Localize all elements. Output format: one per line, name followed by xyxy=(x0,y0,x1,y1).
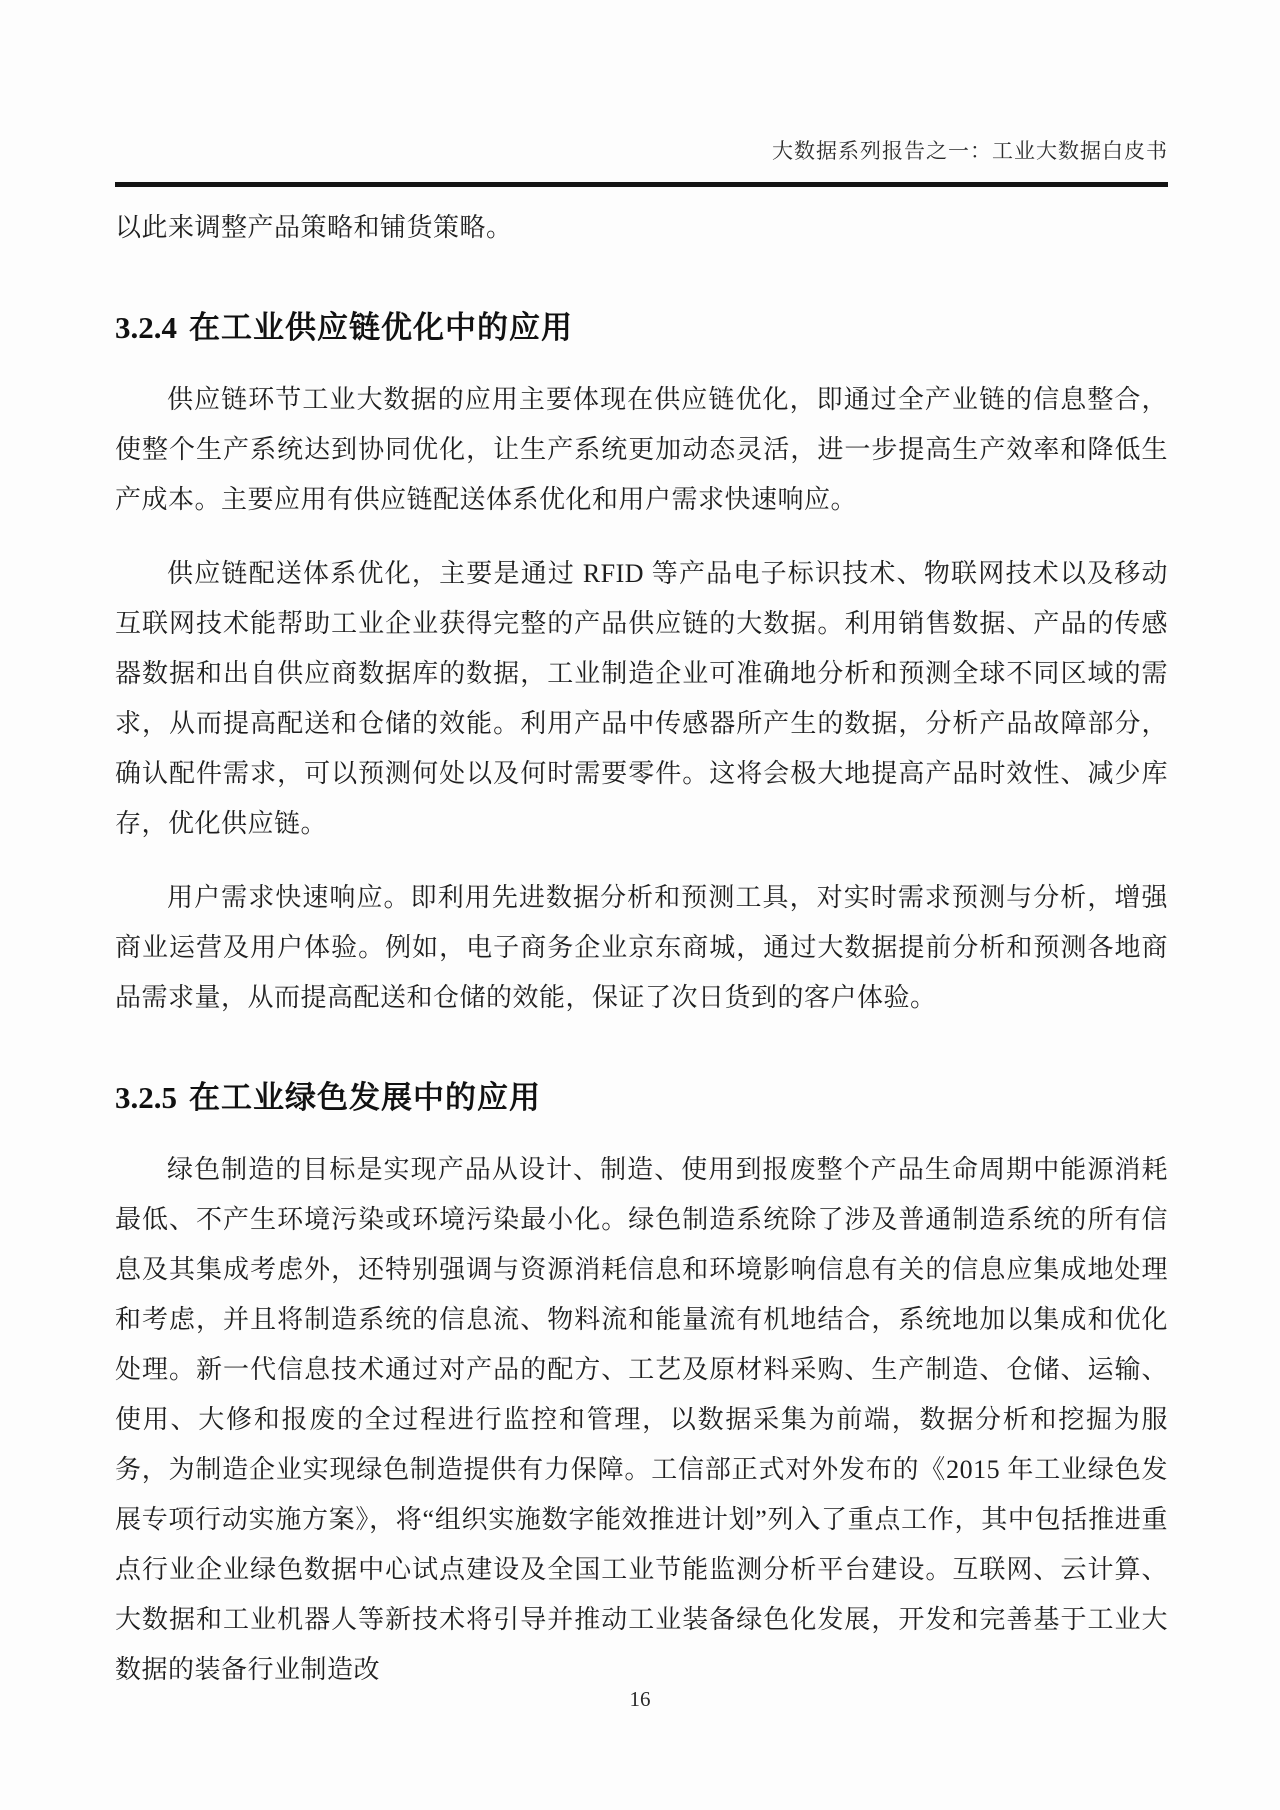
section-heading-3-2-5 xyxy=(115,1075,1168,1121)
paragraph: 绿色制造的目标是实现产品从设计、制造、使用到报废整个产品生命周期中能源消耗最低、不产生环境污染或环境污染最小化。绿色制造系统除了涉及普通制造系统的所有信息及其集成考虑外，还特别强调与资源消耗信息和环境影响信息有关的信息应集成地处理和考虑，并且将制造系统的信息流、物料流和能量流有机地结合，系统地加以集成和优化处理。新一代信息技术通过对产品的配方、工艺及原材料采购、生产制造、仓储、运输、使用、大修和报废的全过程进行监控和管理，以数据采集为前端，数据分析和挖掘为服务，为制造企业实现绿色制造提供有力保障。工信部正式对外发布的《2015 年工业绿色发展专项行动实施方案》，将“组织实施数字能效推进计划”列入了重点工作，其中包括推进重点行业企业绿色数据中心试点建设及全国工业节能监测分析平台建设。互联网、云计算、大数据和工业机器人等新技术将引导并推动工业装备绿色化发展，开发和完善基于工业大数据的装备行业制造改 xyxy=(115,1155,1168,1684)
page-footer xyxy=(0,1687,1280,1712)
paragraph: 供应链配送体系优化，主要是通过 RFID 等产品电子标识技术、物联网技术以及移动互联网技术能帮助工业企业获得完整的产品供应链的大数据。利用销售数据、产品的传感器数据和出自供应商数据库的数据，工业制造企业可准确地分析和预测全球不同区域的需求，从而提高配送和仓储的效能。利用产品中传感器所产生的数据，分析产品故障部分，确认配件需求，可以预测何处以及何时需要零件。这将会极大地提高产品时效性、减少库存，优化供应链。 xyxy=(115,559,1168,838)
header-rule xyxy=(115,182,1168,187)
paragraph: 供应链环节工业大数据的应用主要体现在供应链优化，即通过全产业链的信息整合，使整个生产系统达到协同优化，让生产系统更加动态灵活，进一步提高生产效率和降低生产成本。主要应用有供应链配送体系优化和用户需求快速响应。 xyxy=(115,385,1168,514)
section-number: 3.2.4 xyxy=(115,310,177,345)
section-title: 在工业绿色发展中的应用 xyxy=(189,1080,541,1115)
paragraph: 用户需求快速响应。即利用先进数据分析和预测工具，对实时需求预测与分析，增强商业运营及用户体验。例如，电子商务企业京东商城，通过大数据提前分析和预测各地商品需求量，从而提高配送和仓储的效能，保证了次日货到的客户体验。 xyxy=(115,883,1168,1012)
paragraph-continuation: 以此来调整产品策略和铺货策略。 xyxy=(115,213,513,242)
section-title: 在工业供应链优化中的应用 xyxy=(189,310,573,345)
running-head: 大数据系列报告之一：工业大数据白皮书 xyxy=(772,139,1168,163)
section-number: 3.2.5 xyxy=(115,1080,177,1115)
page-content xyxy=(115,0,1168,1719)
section-heading-3-2-4 xyxy=(115,305,1168,351)
page-number: 16 xyxy=(629,1687,651,1711)
